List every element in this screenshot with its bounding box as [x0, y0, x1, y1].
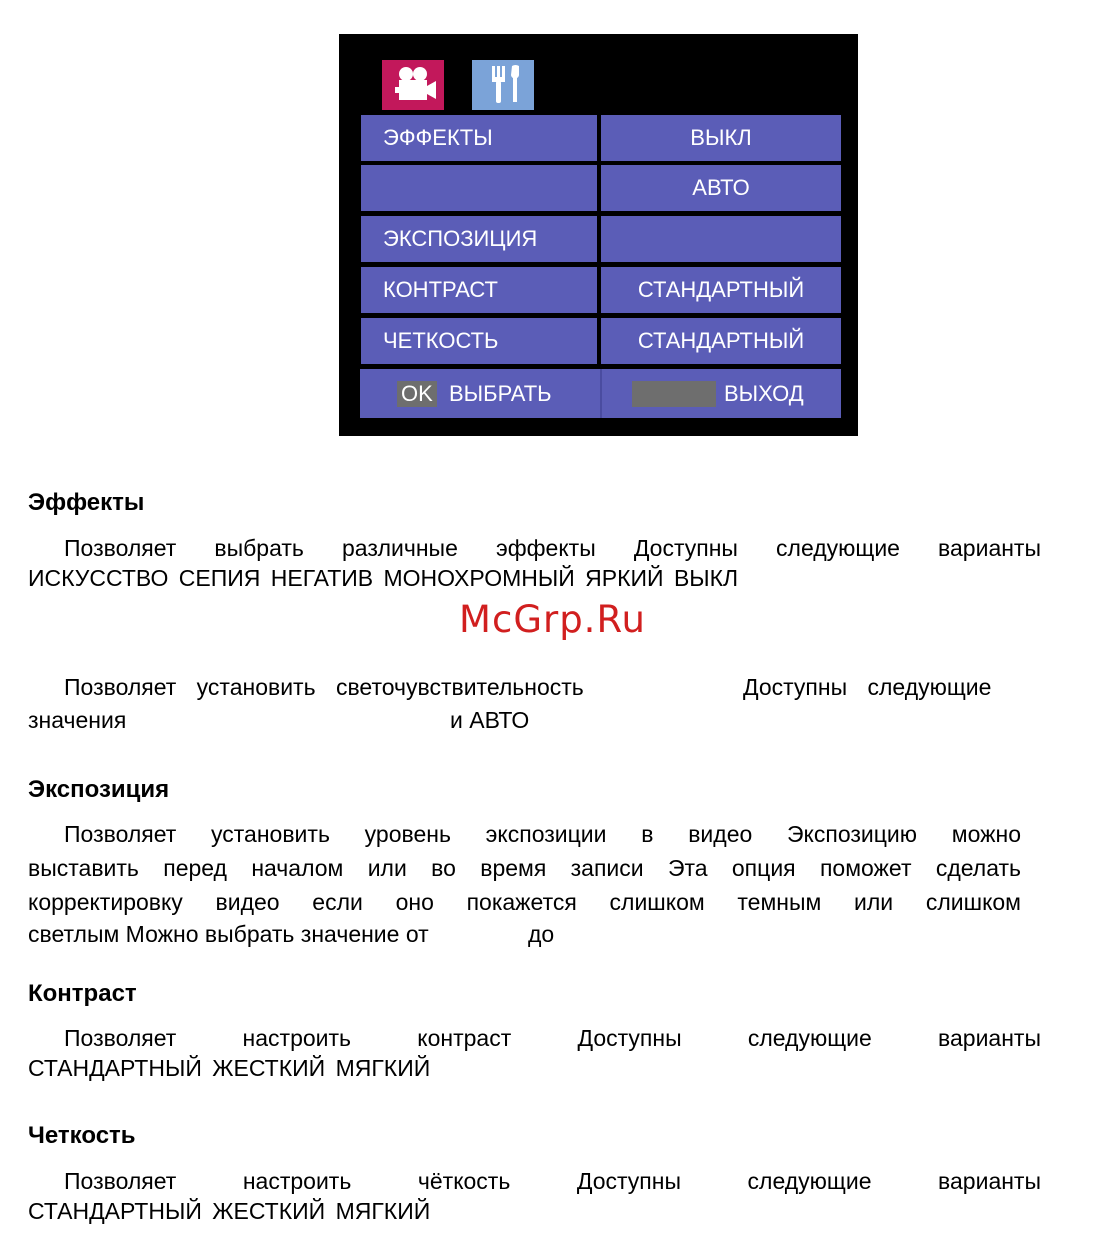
exposure-line4-a: светлым Можно выбрать значение от	[28, 921, 429, 947]
setup-tab[interactable]	[472, 60, 534, 110]
effects-text-line1	[28, 532, 1041, 566]
iso-text-b: Доступны следующие	[743, 674, 992, 700]
sharpness-options: СТАНДАРТНЫЙ ЖЕСТКИЙ МЯГКИЙ	[28, 1198, 431, 1224]
menu-item-sharpness[interactable]: ЧЕТКОСТЬ	[361, 318, 597, 364]
menu-value-contrast[interactable]: СТАНДАРТНЫЙ	[601, 267, 841, 313]
contrast-line1	[28, 1022, 1041, 1056]
exit-label: ВЫХОД	[724, 381, 804, 406]
tools-icon	[472, 60, 534, 110]
menu-value-exposure[interactable]	[601, 216, 841, 262]
menu-value-iso[interactable]: АВТО	[601, 165, 841, 211]
sharpness-text: Позволяет настроить чёткость Доступны следующие варианты	[64, 1168, 1041, 1194]
menu-item-contrast[interactable]: КОНТРАСТ	[361, 267, 597, 313]
menu-footer	[360, 369, 841, 418]
exposure-line3: корректировку видео если оно покажется слишком темным или слишком	[28, 889, 1021, 915]
exposure-line4-b: до	[528, 921, 555, 947]
menu-item-exposure[interactable]: ЭКСПОЗИЦИЯ	[361, 216, 597, 262]
contrast-heading: Контраст	[28, 980, 137, 1007]
effects-heading: Эффекты	[28, 489, 145, 516]
exposure-line1	[28, 818, 1021, 852]
sharpness-line1	[28, 1165, 1041, 1199]
iso-text-c: значения	[28, 707, 127, 733]
camera-menu-screen	[339, 34, 858, 436]
exposure-text-1: Позволяет установить уровень экспозиции в видео Экспозицию можно	[64, 821, 1021, 847]
exit-hint[interactable]	[600, 369, 843, 418]
video-camera-icon	[382, 60, 444, 110]
select-hint[interactable]	[360, 369, 598, 418]
menu-value-sharpness[interactable]: СТАНДАРТНЫЙ	[601, 318, 841, 364]
menu-key-badge	[632, 381, 716, 407]
select-label: ВЫБРАТЬ	[449, 381, 552, 406]
contrast-options: СТАНДАРТНЫЙ ЖЕСТКИЙ МЯГКИЙ	[28, 1055, 431, 1081]
ok-key-badge: OK	[397, 381, 437, 407]
exposure-heading: Экспозиция	[28, 776, 170, 803]
menu-item-iso[interactable]	[361, 165, 597, 211]
video-tab[interactable]	[382, 60, 444, 110]
sharpness-heading: Четкость	[28, 1122, 136, 1149]
iso-text-d: и АВТО	[450, 707, 530, 733]
menu-value-effects[interactable]: ВЫКЛ	[601, 115, 841, 161]
effects-text: Позволяет выбрать различные эффекты Доступны следующие варианты	[64, 535, 1041, 561]
menu-item-effects[interactable]: ЭФФЕКТЫ	[361, 115, 597, 161]
contrast-text: Позволяет настроить контраст Доступны следующие варианты	[64, 1025, 1041, 1051]
exposure-line2: выставить перед началом или во время записи Эта опция поможет сделать	[28, 855, 1021, 881]
watermark: McGrp.Ru	[459, 598, 646, 641]
effects-options: ИСКУССТВО СЕПИЯ НЕГАТИВ МОНОХРОМНЫЙ ЯРКИЙ ВЫКЛ	[28, 565, 739, 591]
iso-text-a: Позволяет установить светочувствительность	[64, 674, 584, 700]
